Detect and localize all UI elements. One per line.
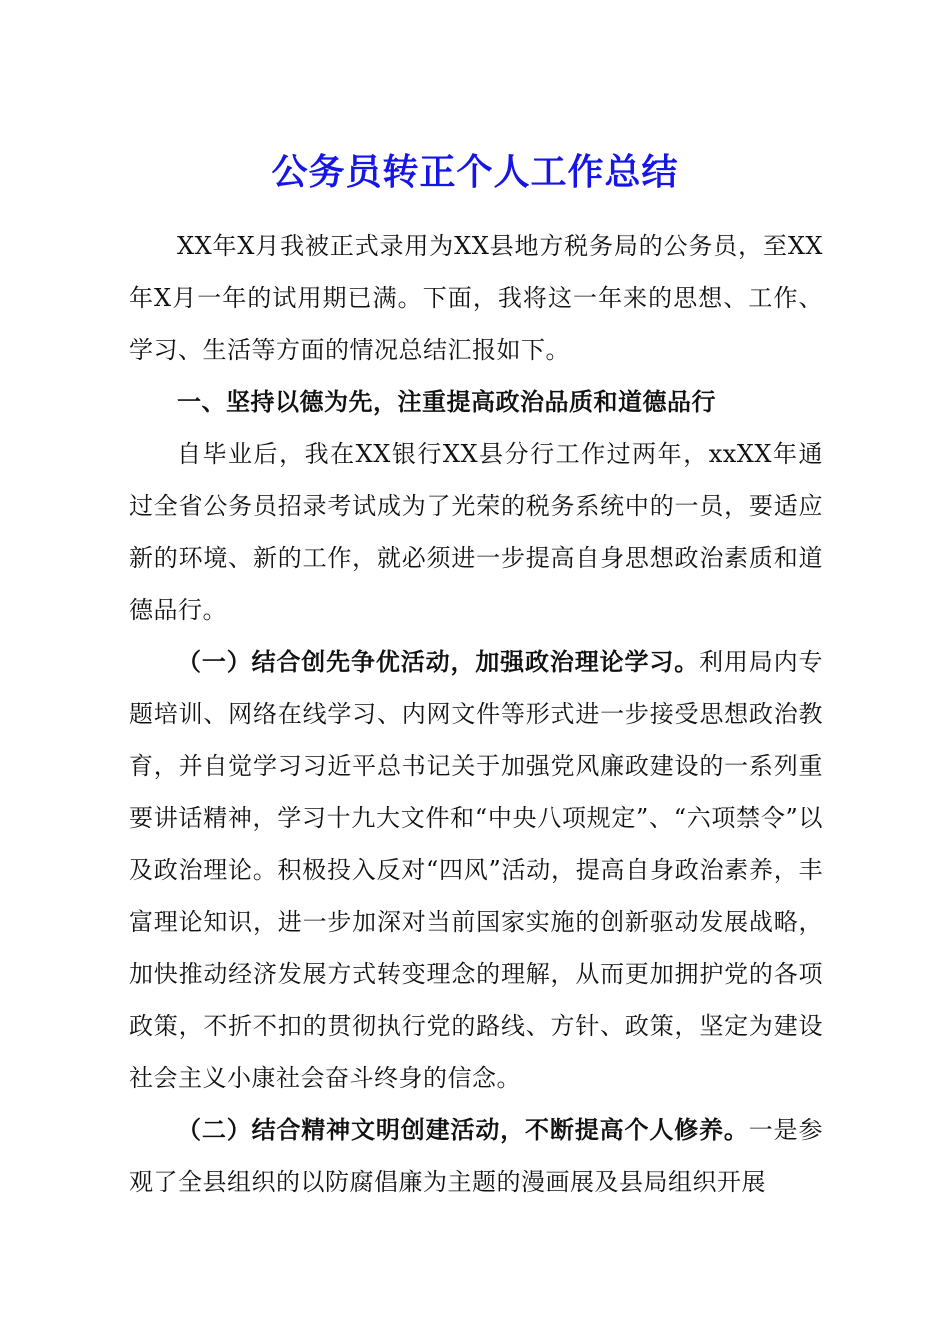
subsection-text-2: 一是参观了全县组织的以防腐倡廉为主题的漫画展及县局组织开展	[129, 1116, 824, 1196]
section-heading-1: 一、坚持以德为先，注重提高政治品质和道德品行	[177, 388, 716, 416]
paragraph-background: 自毕业后，我在XX银行XX县分行工作过两年，xxXX年通过全省公务员招录考试成为了光荣的税务系统中的一员，要适应新的环境、新的工作，就必须进一步提高自身思想政治素质和道德品行。	[129, 440, 823, 624]
paragraph-subsection-1	[129, 636, 823, 1104]
document-title: 公务员转正个人工作总结	[271, 151, 679, 193]
paragraph-intro: XX年X月我被正式录用为XX县地方税务局的公务员，至XX年X月一年的试用期已满。下面，我将这一年来的思想、工作、学习、生活等方面的情况总结汇报如下。	[129, 232, 823, 364]
document-body	[129, 220, 823, 1208]
subsection-text-1: 利用局内专题培训、网络在线学习、内网文件等形式进一步接受思想政治教育，并自觉学习习近平总书记关于加强党风廉政建设的一系列重要讲话精神，学习十九大文件和“中央八项规定”、“六项禁令”以及政治理论。积极投入反对“四风”活动，提高自身政治素养，丰富理论知识，进一步加深对当前国家实施的创新驱动发展战略，加快推动经济发展方式转变理念的理解，从而更加拥护党的各项政策，不折不扣的贯彻执行党的路线、方针、政策，坚定为建设社会主义小康社会奋斗终身的信念。	[129, 648, 824, 1092]
paragraph-subsection-2	[129, 1104, 823, 1208]
subsection-lead-2: （二）结合精神文明创建活动，不断提高个人修养。	[177, 1116, 749, 1144]
subsection-lead-1: （一）结合创先争优活动，加强政治理论学习。	[177, 648, 700, 676]
